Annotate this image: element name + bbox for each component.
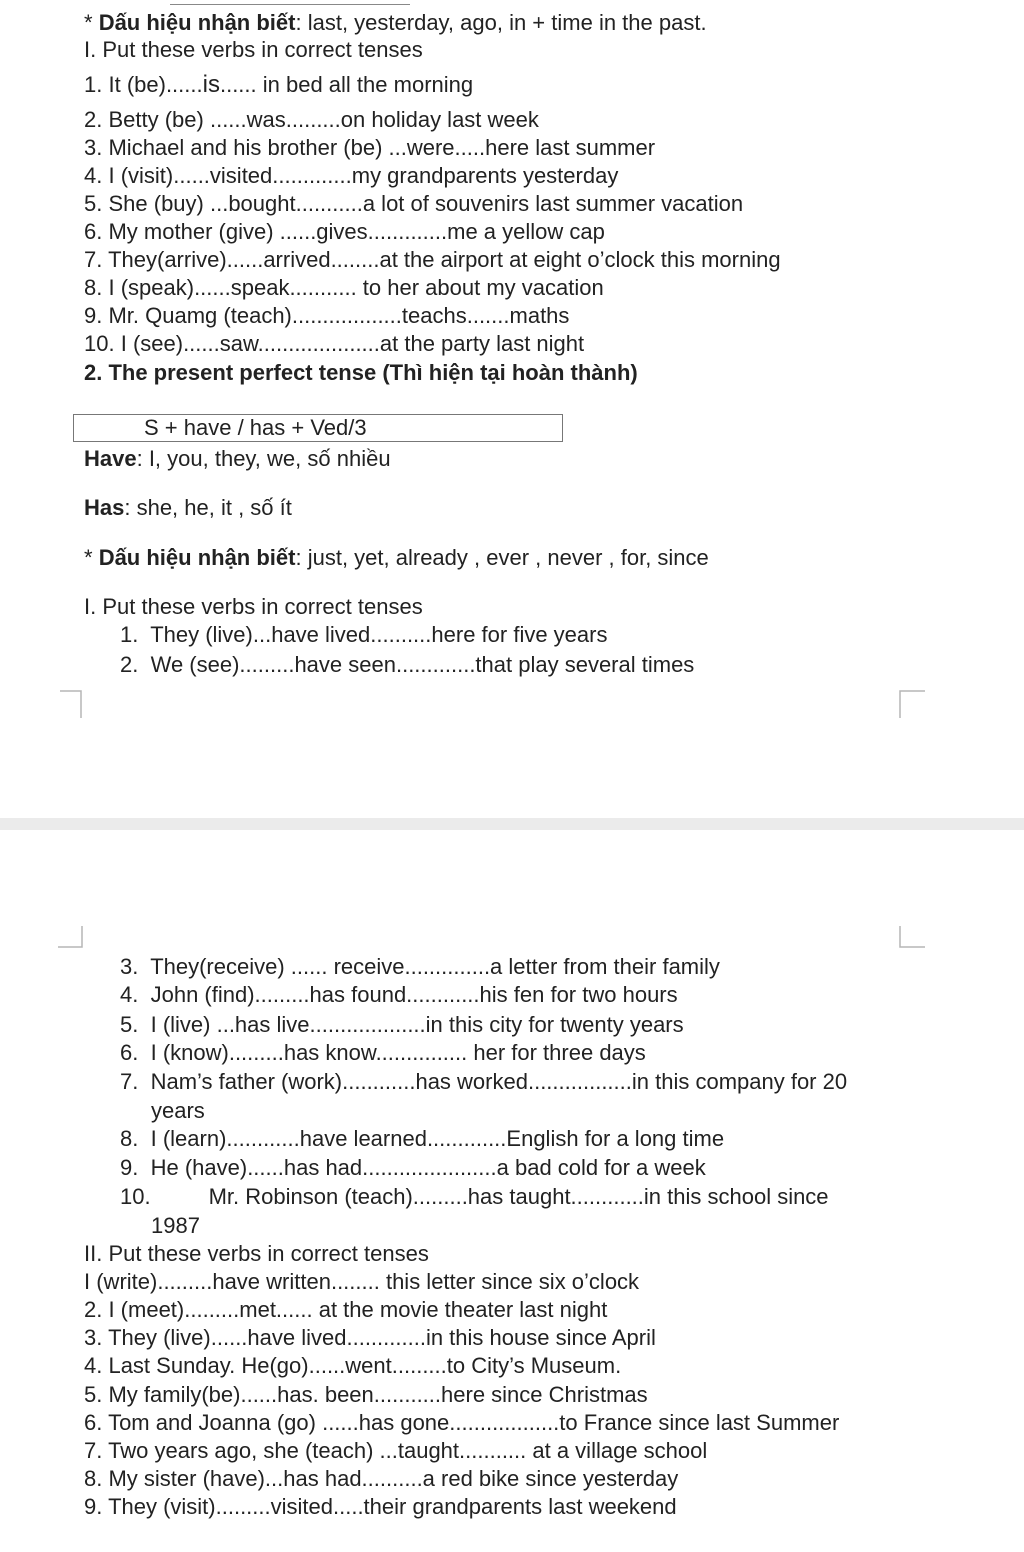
perfect-item-10-cont: 1987 [151, 1213, 200, 1238]
past-item-4: 4. I (visit)......visited.............my grandparents yesterday [84, 163, 619, 188]
past-item-2: 2. Betty (be) ......was.........on holiday last week [84, 107, 539, 132]
perfect-item-7-cont: years [151, 1098, 205, 1123]
have-rule: Have: I, you, they, we, số nhiều [84, 446, 391, 471]
mixed-item-3: 3. They (live)......have lived.............in this house since April [84, 1325, 656, 1350]
past-item-1: 1. It (be)......is...... in bed all the morning [84, 71, 474, 98]
mixed-item-7: 7. Two years ago, she (teach) ...taught........... at a village school [84, 1438, 708, 1463]
perfect-item-1: 1. They (live)...have lived..........here for five years [120, 622, 608, 647]
document-page-2 [0, 830, 1024, 1552]
mixed-item-5: 5. My family(be)......has. been...........here since Christmas [84, 1382, 648, 1407]
perfect-item-10: 10. Mr. Robinson (teach).........has taught............in this school since [120, 1184, 829, 1209]
perfect-item-7: 7. Nam’s father (work)............has worked.................in this company for 20 [120, 1069, 848, 1094]
perfect-signal-text: : just, yet, already , ever , never , for, since [295, 545, 709, 570]
perfect-item-4: 4. John (find).........has found............his fen for two hours [120, 982, 678, 1007]
past-item-8: 8. I (speak)......speak........... to her about my vacation [84, 275, 604, 300]
past-exercise-title: I. Put these verbs in correct tenses [84, 37, 423, 62]
past-signal-label: Dấu hiệu nhận biết [98, 10, 296, 35]
mixed-item-4: 4. Last Sunday. He(go)......went.........to City’s Museum. [84, 1353, 622, 1378]
past-item-7: 7. They(arrive)......arrived........at the airport at eight o’clock this morning [84, 247, 781, 272]
past-item-3: 3. Michael and his brother (be) ...were.....here last summer [84, 135, 656, 160]
perfect-signal-line: * Dấu hiệu nhận biết: just, yet, already , ever , never , for, since [84, 545, 709, 570]
past-signal-line: * Dấu hiệu nhận biết: last, yesterday, ago, in + time in the past. [84, 10, 707, 35]
perfect-item-9: 9. He (have)......has had......................a bad cold for a week [120, 1155, 706, 1180]
mixed-item-2: 2. I (meet).........met...... at the movie theater last night [84, 1297, 608, 1322]
perfect-item-6: 6. I (know).........has know............... her for three days [120, 1040, 646, 1065]
perfect-item-2: 2. We (see).........have seen.............that play several times [120, 652, 695, 677]
past-item-10: 10. I (see)......saw....................at the party last night [84, 331, 585, 356]
perfect-exercise2-title: II. Put these verbs in correct tenses [84, 1241, 429, 1266]
present-perfect-heading: 2. The present perfect tense (Thì hiện tại hoàn thành) [84, 360, 638, 385]
past-signal-text: : last, yesterday, ago, in + time in the past. [295, 10, 707, 35]
past-item-6: 6. My mother (give) ......gives.............me a yellow cap [84, 219, 605, 244]
formula-text: S + have / has + Ved/3 [144, 415, 367, 440]
mixed-item-1: I (write).........have written........ this letter since six o’clock [84, 1269, 640, 1294]
mixed-item-6: 6. Tom and Joanna (go) ......has gone..................to France since last Summer [84, 1410, 840, 1435]
corner-mark-top-left [58, 926, 84, 952]
past-item-1-answer: is [202, 71, 220, 98]
perfect-item-3: 3. They(receive) ...... receive..............a letter from their family [120, 954, 720, 979]
formula-box [73, 414, 563, 442]
has-rule: Has: she, he, it , số ít [84, 495, 292, 520]
corner-mark-bottom-right [898, 690, 926, 718]
perfect-exercise1-title: I. Put these verbs in correct tenses [84, 594, 423, 619]
perfect-signal-label: Dấu hiệu nhận biết [98, 545, 296, 570]
past-item-5: 5. She (buy) ...bought...........a lot of souvenirs last summer vacation [84, 191, 744, 216]
perfect-item-5: 5. I (live) ...has live...................in this city for twenty years [120, 1012, 684, 1037]
cropped-previous-line [170, 0, 410, 5]
mixed-item-9: 9. They (visit).........visited.....their grandparents last weekend [84, 1494, 677, 1519]
corner-mark-bottom-left [60, 690, 84, 718]
perfect-item-8: 8. I (learn)............have learned.............English for a long time [120, 1126, 725, 1151]
past-item-9: 9. Mr. Quamg (teach)..................teachs.......maths [84, 303, 570, 328]
corner-mark-top-right [898, 926, 926, 952]
mixed-item-8: 8. My sister (have)...has had..........a red bike since yesterday [84, 1466, 679, 1491]
